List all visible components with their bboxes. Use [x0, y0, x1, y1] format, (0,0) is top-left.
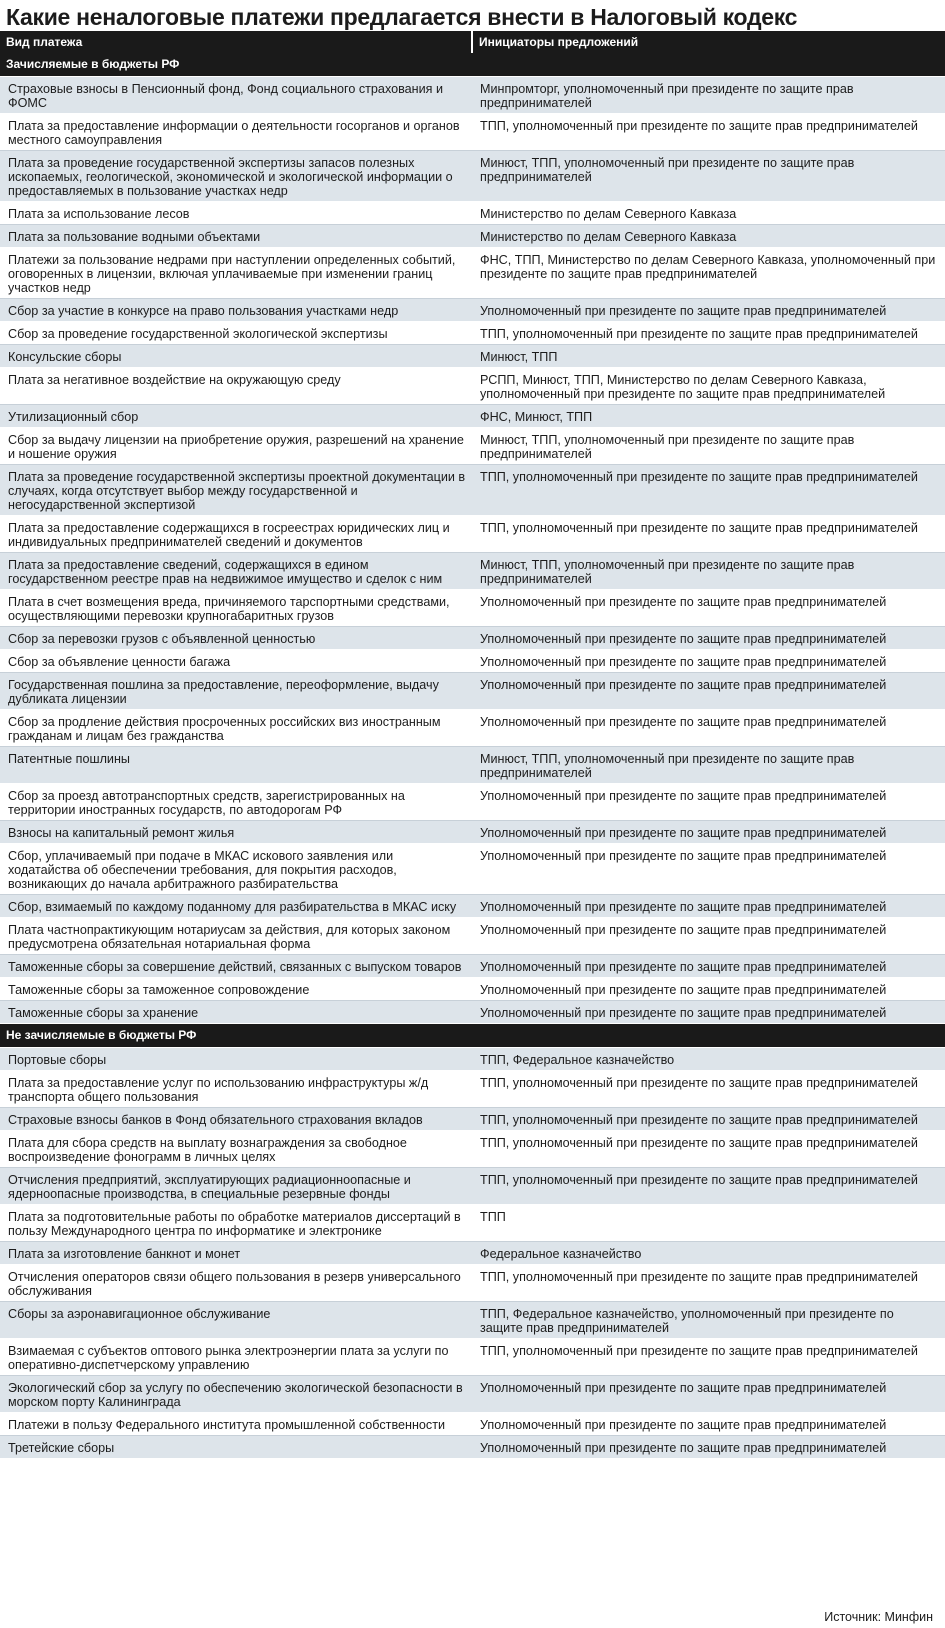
- table-row: [0, 627, 945, 650]
- table-row: [0, 1242, 945, 1265]
- table-row: [0, 368, 945, 405]
- payment-type-cell: Патентные пошлины: [0, 747, 472, 784]
- initiators-cell: Уполномоченный при президенте по защите прав предпринимателей: [472, 955, 945, 978]
- payment-type-cell: Взносы на капитальный ремонт жилья: [0, 821, 472, 844]
- table-row: [0, 821, 945, 844]
- initiators-cell: Уполномоченный при президенте по защите прав предпринимателей: [472, 627, 945, 650]
- payment-type-cell: Страховые взносы в Пенсионный фонд, Фонд социального страхования и ФОМС: [0, 77, 472, 114]
- table-row: [0, 1001, 945, 1024]
- table-row: [0, 650, 945, 673]
- initiators-cell: ТПП, уполномоченный при президенте по защите прав предпринимателей: [472, 465, 945, 516]
- initiators-cell: Минюст, ТПП, уполномоченный при президенте по защите прав предпринимателей: [472, 553, 945, 590]
- initiators-cell: Уполномоченный при президенте по защите прав предпринимателей: [472, 650, 945, 673]
- table-row: [0, 299, 945, 322]
- payment-type-cell: Отчисления предприятий, эксплуатирующих радиационноопасные и ядерноопасные производства, в специальные резервные фонды: [0, 1168, 472, 1205]
- payment-type-cell: Сбор, взимаемый по каждому поданному для разбирательства в МКАС иску: [0, 895, 472, 918]
- page-title: Какие неналоговые платежи предлагается внести в Налоговый кодекс: [6, 4, 798, 30]
- table-row: [0, 1339, 945, 1376]
- initiators-cell: ТПП, уполномоченный при президенте по защите прав предпринимателей: [472, 1108, 945, 1131]
- table-row: [0, 114, 945, 151]
- initiators-cell: Уполномоченный при президенте по защите прав предпринимателей: [472, 1376, 945, 1413]
- initiators-cell: Уполномоченный при президенте по защите прав предпринимателей: [472, 978, 945, 1001]
- initiators-cell: Уполномоченный при президенте по защите прав предпринимателей: [472, 710, 945, 747]
- payment-type-cell: Платежи в пользу Федерального института промышленной собственности: [0, 1413, 472, 1436]
- table-body: [0, 53, 945, 1459]
- initiators-cell: ТПП, уполномоченный при президенте по защите прав предпринимателей: [472, 322, 945, 345]
- initiators-cell: Министерство по делам Северного Кавказа: [472, 225, 945, 248]
- table-row: [0, 1413, 945, 1436]
- payments-table: [0, 31, 945, 1459]
- table-row: [0, 465, 945, 516]
- table-row: [0, 1205, 945, 1242]
- table-row: [0, 747, 945, 784]
- section-heading: Зачисляемые в бюджеты РФ: [0, 53, 945, 77]
- payment-type-cell: Плата за предоставление сведений, содержащихся в едином государственном реестре прав на недвижимое имущество и сделок с ним: [0, 553, 472, 590]
- payment-type-cell: Утилизационный сбор: [0, 405, 472, 428]
- table-row: [0, 1131, 945, 1168]
- initiators-cell: Минюст, ТПП, уполномоченный при президенте по защите прав предпринимателей: [472, 747, 945, 784]
- table-header: [0, 31, 945, 53]
- table-row: [0, 202, 945, 225]
- table-row: [0, 1048, 945, 1071]
- initiators-cell: Минпромторг, уполномоченный при президенте по защите прав предпринимателей: [472, 77, 945, 114]
- initiators-cell: Уполномоченный при президенте по защите прав предпринимателей: [472, 299, 945, 322]
- source-note: Источник: Минфин: [824, 1610, 933, 1624]
- payment-type-cell: Плата за подготовительные работы по обработке материалов диссертаций в пользу Международного центра по информатике и электронике: [0, 1205, 472, 1242]
- initiators-cell: ТПП, уполномоченный при президенте по защите прав предпринимателей: [472, 1339, 945, 1376]
- table-row: [0, 978, 945, 1001]
- initiators-cell: Министерство по делам Северного Кавказа: [472, 202, 945, 225]
- payment-type-cell: Сбор за продление действия просроченных российских виз иностранным гражданам и лицам без гражданства: [0, 710, 472, 747]
- table-row: [0, 1376, 945, 1413]
- payment-type-cell: Сбор за проезд автотранспортных средств, зарегистрированных на территории иностранных государств, по автодорогам РФ: [0, 784, 472, 821]
- table-row: [0, 248, 945, 299]
- payment-type-cell: Таможенные сборы за совершение действий, связанных с выпуском товаров: [0, 955, 472, 978]
- initiators-cell: ТПП, уполномоченный при президенте по защите прав предпринимателей: [472, 1071, 945, 1108]
- initiators-cell: ТПП, Федеральное казначейство: [472, 1048, 945, 1071]
- table-row: [0, 77, 945, 114]
- initiators-cell: Уполномоченный при президенте по защите прав предпринимателей: [472, 918, 945, 955]
- initiators-cell: Минюст, ТПП, уполномоченный при президенте по защите прав предпринимателей: [472, 428, 945, 465]
- initiators-cell: Уполномоченный при президенте по защите прав предпринимателей: [472, 895, 945, 918]
- table-row: [0, 784, 945, 821]
- payment-type-cell: Плата за использование лесов: [0, 202, 472, 225]
- initiators-cell: ТПП, уполномоченный при президенте по защите прав предпринимателей: [472, 1168, 945, 1205]
- payment-type-cell: Отчисления операторов связи общего пользования в резерв универсального обслуживания: [0, 1265, 472, 1302]
- payment-type-cell: Плата частнопрактикующим нотариусам за действия, для которых законом предусмотрена обязательная нотариальная форма: [0, 918, 472, 955]
- table-row: [0, 516, 945, 553]
- payment-type-cell: Консульские сборы: [0, 345, 472, 368]
- payment-type-cell: Экологический сбор за услугу по обеспечению экологической безопасности в морском порту Калининграда: [0, 1376, 472, 1413]
- initiators-cell: Уполномоченный при президенте по защите прав предпринимателей: [472, 1001, 945, 1024]
- section-header-row: [0, 53, 945, 77]
- payment-type-cell: Платежи за пользование недрами при наступлении определенных событий, оговоренных в лицензии, включая уплачиваемые при изменении границ участков недр: [0, 248, 472, 299]
- initiators-cell: Уполномоченный при президенте по защите прав предпринимателей: [472, 673, 945, 710]
- payment-type-cell: Сбор за объявление ценности багажа: [0, 650, 472, 673]
- section-header-row: [0, 1024, 945, 1048]
- initiators-cell: ТПП, Федеральное казначейство, уполномоченный при президенте по защите прав предпринимателей: [472, 1302, 945, 1339]
- table-row: [0, 1168, 945, 1205]
- table-row: [0, 844, 945, 895]
- table-row: [0, 322, 945, 345]
- payment-type-cell: Сборы за аэронавигационное обслуживание: [0, 1302, 472, 1339]
- initiators-cell: ФНС, Минюст, ТПП: [472, 405, 945, 428]
- payment-type-cell: Плата за предоставление услуг по использованию инфраструктуры ж/д транспорта общего пользования: [0, 1071, 472, 1108]
- payment-type-cell: Таможенные сборы за таможенное сопровождение: [0, 978, 472, 1001]
- table-row: [0, 895, 945, 918]
- table-row: [0, 918, 945, 955]
- initiators-cell: Федеральное казначейство: [472, 1242, 945, 1265]
- payment-type-cell: Плата за проведение государственной экспертизы запасов полезных ископаемых, геологической, экономической и экологической информации о предоставляемых в пользование участках недр: [0, 151, 472, 202]
- table-row: [0, 1265, 945, 1302]
- payment-type-cell: Сбор, уплачиваемый при подаче в МКАС искового заявления или ходатайства об обеспечении требования, для покрытия расходов, возникающих до начала арбитражного разбирательства: [0, 844, 472, 895]
- initiators-cell: Уполномоченный при президенте по защите прав предпринимателей: [472, 821, 945, 844]
- payment-type-cell: Сбор за выдачу лицензии на приобретение оружия, разрешений на хранение и ношение оружия: [0, 428, 472, 465]
- initiators-cell: Уполномоченный при президенте по защите прав предпринимателей: [472, 844, 945, 895]
- payment-type-cell: Плата за предоставление содержащихся в госреестрах юридических лиц и индивидуальных предпринимателей сведений и документов: [0, 516, 472, 553]
- column-header-payment-type: Вид платежа: [0, 31, 472, 53]
- table-row: [0, 151, 945, 202]
- initiators-cell: Уполномоченный при президенте по защите прав предпринимателей: [472, 1436, 945, 1459]
- payment-type-cell: Портовые сборы: [0, 1048, 472, 1071]
- table-row: [0, 673, 945, 710]
- payment-type-cell: Плата за пользование водными объектами: [0, 225, 472, 248]
- payment-type-cell: Сбор за участие в конкурсе на право пользования участками недр: [0, 299, 472, 322]
- initiators-cell: Минюст, ТПП, уполномоченный при президенте по защите прав предпринимателей: [472, 151, 945, 202]
- payment-type-cell: Взимаемая с субъектов оптового рынка электроэнергии плата за услуги по оперативно-диспетчерскому управлению: [0, 1339, 472, 1376]
- initiators-cell: ТПП, уполномоченный при президенте по защите прав предпринимателей: [472, 1131, 945, 1168]
- table-row: [0, 710, 945, 747]
- table-row: [0, 428, 945, 465]
- initiators-cell: Уполномоченный при президенте по защите прав предпринимателей: [472, 1413, 945, 1436]
- payment-type-cell: Третейские сборы: [0, 1436, 472, 1459]
- payment-type-cell: Сбор за перевозки грузов с объявленной ценностью: [0, 627, 472, 650]
- payment-type-cell: Таможенные сборы за хранение: [0, 1001, 472, 1024]
- initiators-cell: ТПП, уполномоченный при президенте по защите прав предпринимателей: [472, 516, 945, 553]
- payment-type-cell: Сбор за проведение государственной экологической экспертизы: [0, 322, 472, 345]
- column-header-initiators: Инициаторы предложений: [472, 31, 945, 53]
- payment-type-cell: Плата за изготовление банкнот и монет: [0, 1242, 472, 1265]
- payment-type-cell: Плата за негативное воздействие на окружающую среду: [0, 368, 472, 405]
- table-row: [0, 345, 945, 368]
- payment-type-cell: Плата за проведение государственной экспертизы проектной документации в случаях, когда отсутствует выбор между государственной и негосударственной экспертизой: [0, 465, 472, 516]
- payment-type-cell: Страховые взносы банков в Фонд обязательного страхования вкладов: [0, 1108, 472, 1131]
- table-row: [0, 955, 945, 978]
- initiators-cell: ТПП: [472, 1205, 945, 1242]
- table-row: [0, 553, 945, 590]
- table-row: [0, 590, 945, 627]
- payment-type-cell: Плата для сбора средств на выплату вознаграждения за свободное воспроизведение фонограмм в личных целях: [0, 1131, 472, 1168]
- table-row: [0, 405, 945, 428]
- initiators-cell: Минюст, ТПП: [472, 345, 945, 368]
- table-row: [0, 1302, 945, 1339]
- payment-type-cell: Государственная пошлина за предоставление, переоформление, выдачу дубликата лицензии: [0, 673, 472, 710]
- initiators-cell: ТПП, уполномоченный при президенте по защите прав предпринимателей: [472, 114, 945, 151]
- initiators-cell: ТПП, уполномоченный при президенте по защите прав предпринимателей: [472, 1265, 945, 1302]
- initiators-cell: РСПП, Минюст, ТПП, Министерство по делам Северного Кавказа, уполномоченный при президенте по защите прав предпринимателей: [472, 368, 945, 405]
- payment-type-cell: Плата в счет возмещения вреда, причиняемого тарспортными средствами, осуществляющими перевозки крупногабаритных грузов: [0, 590, 472, 627]
- initiators-cell: Уполномоченный при президенте по защите прав предпринимателей: [472, 590, 945, 627]
- initiators-cell: ФНС, ТПП, Министерство по делам Северного Кавказа, уполномоченный при президенте по защите прав предпринимателей: [472, 248, 945, 299]
- table-row: [0, 1071, 945, 1108]
- table-row: [0, 225, 945, 248]
- table-row: [0, 1436, 945, 1459]
- table-row: [0, 1108, 945, 1131]
- payment-type-cell: Плата за предоставление информации о деятельности госорганов и органов местного самоуправления: [0, 114, 472, 151]
- initiators-cell: Уполномоченный при президенте по защите прав предпринимателей: [472, 784, 945, 821]
- section-heading: Не зачисляемые в бюджеты РФ: [0, 1024, 945, 1048]
